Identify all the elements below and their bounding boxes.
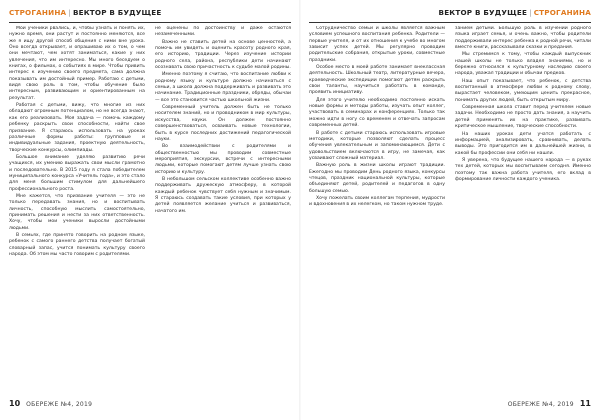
paragraph: В работе с детьми стараюсь использовать игровые методики, которые позволяют сделать процесс обучения увлекательным и запоминающимся. Дети с удовольствием включаются в игру, не замечая, как усваивают сложный материал. xyxy=(309,130,445,161)
paragraph: Я уверена, что будущее нашего народа — в руках тех детей, которых мы воспитываем сегодня. Именно поэтому так важна работа учителя, его вклад в формирование личности каждого ученика. xyxy=(455,157,591,182)
paragraph: занием детьми. Большую роль в изучении родного языка играет семья, и очень важно, чтобы родители поддерживали интерес ребенка к родной речи, читали вместе книги, рассказывали сказки и предания. xyxy=(455,26,591,51)
page-footer xyxy=(0,398,600,412)
paragraph: Важно не ставить детей на основе ценностей, а помочь им увидеть и оценить красоту родного края, его историю, традиции. Через изучение истории родного села, района, республики дети начинают осознавать свою причастность к судьбе малой родины. xyxy=(155,39,291,71)
left-page xyxy=(9,26,291,392)
paragraph: Большое внимание уделяю развитию речи учащихся, их умению выражать свои мысли грамотно и последовательно. В 2015 году я стала победителем муниципального конкурса «Учитель года», и это стало для меня большим стимулом для дальнейшего профессионального роста. xyxy=(9,154,145,192)
paragraph: Именно поэтому я считаю, что воспитание любви к родному языку и культуре должно начинаться с семьи, а школа должна поддерживать и развивать это начинание. Традиционные праздники, обряды, обычаи — все это становится частью школьной жизни. xyxy=(155,72,291,103)
paragraph: На наших уроках дети учатся работать с информацией, анализировать, сравнивать, делать выводы. Это пригодится им в дальнейшей жизни, в какой бы профессии они себя ни нашли. xyxy=(455,131,591,156)
page-fold xyxy=(299,0,301,420)
right-header xyxy=(439,8,591,17)
paragraph: Современный учитель должен быть не только носителем знаний, но и проводником в мир культуры, искусства, науки. Он должен постоянно совершенствоваться, осваивать новые технологии, быть в курсе последних достижений педагогической науки. xyxy=(155,105,291,142)
paragraph: В семьях, где принято говорить на родном языке, ребенок с самого раннего детства получает богатый словарный запас, учится понимать культуру своего народа. Об этом мы часто говорим с родителями. xyxy=(9,233,145,258)
paragraph: Особое место в моей работе занимает внеклассная деятельность. Школьный театр, литературные вечера, краеведческие экспедиции помогают детям раскрыть свои таланты, научиться работать в команде, проявить инициативу. xyxy=(309,65,445,96)
right-page xyxy=(309,26,591,392)
paragraph: Работая с детьми, вижу, что многие из них обладают огромным потенциалом, но не всегда знают, как его реализовать. Моя задача — помочь каждому ребенку раскрыть свои способности, найти свое призвание. Я стараюсь использовать на уроках различные формы работы: групповые и индивидуальные задания, проектную деятельность, творческие конкурсы, олимпиады. xyxy=(9,103,145,153)
paragraph: Для этого учителю необходимо постоянно искать новые формы и методы работы, изучать опыт коллег, участвовать в семинарах и конференциях. Только так можно идти в ногу со временем и отвечать запросам современных детей. xyxy=(309,97,445,129)
left-header-rule xyxy=(9,22,291,23)
paragraph: Мои ученики рвались, и, чтобы узнать и понять их, нужно время, они растут и постоянно меняются, все же я ищу другой способ общения с ними вне урока. Оно всегда открывает, и опрашиваю их о том, о чем они мечтают, чем хотят заниматься, какие у них увлечения, что им интересно. Мы много беседуем о книгах, о фильмах, о событиях в мире. Чтобы привить интерес к изучению своего предмета, сама должна показывать им достойный пример. Работаю с детьми, видя свою роль в том, чтобы обучение было интересным, развивающим и ориентированным на результат. xyxy=(9,26,145,101)
paragraph: Наш опыт показывает, что ребенок, с детства воспитанный в атмосфере любви к родному слову, вырастает человеком, умеющим ценить прекрасное, понимать других людей, быть открытым миру. xyxy=(455,78,591,103)
right-header-rule xyxy=(309,22,591,23)
page-header xyxy=(0,4,600,22)
paragraph: В небольшом сельском коллективе особенно важно поддерживать дружескую атмосферу, в которой каждый ребенок чувствует себя нужным и значимым. Я стараюсь создавать такие условия, при которых у детей появляется желание учиться и развиваться, начатого им. xyxy=(155,176,291,214)
left-section-title: ВЕКТОР В БУДУЩЕЕ xyxy=(72,8,162,17)
paragraph: не оценены по достоинству и даже остаются незамеченными. xyxy=(155,26,291,38)
right-header-separator: | xyxy=(529,8,532,17)
left-header-separator: | xyxy=(68,8,71,17)
left-header xyxy=(9,8,161,17)
right-page-number: 11 xyxy=(579,399,591,408)
right-page-column-2 xyxy=(455,26,591,392)
right-rubric: СТРОГАНИНА xyxy=(533,8,591,17)
left-magazine-issue: ОБЕРЕЖЕ №4, 2019 xyxy=(26,401,93,408)
left-footer xyxy=(9,399,92,408)
right-magazine-issue: ОБЕРЕЖЕ №4, 2019 xyxy=(507,401,574,408)
right-footer xyxy=(508,399,591,408)
paragraph: Современная школа ставит перед учителем новые задачи. Необходимо не просто дать знания, а научить детей применять их на практике, развивать критическое мышление, творческие способности. xyxy=(455,105,591,130)
right-page-column-1 xyxy=(309,26,445,392)
left-rubric: СТРОГАНИНА xyxy=(9,8,67,17)
paragraph: Сотрудничество семьи и школы является важным условием успешного воспитания ребенка. Родители — первые учителя, и от их отношения к учебе во многом зависит успех детей. Мы регулярно проводим родительские собрания, открытые уроки, совместные праздники. xyxy=(309,26,445,63)
left-page-column-2 xyxy=(155,26,291,392)
paragraph: Мне кажется, что призвание учителя — это не только передавать знания, но и воспитывать личность, способную мыслить самостоятельно, принимать решения и нести за них ответственность. Хочу, чтобы мои ученики выросли достойными людьми. xyxy=(9,193,145,231)
paragraph: Важную роль в жизни школы играют традиции. Ежегодно мы проводим День родного языка, конкурсы чтецов, праздник национальной культуры, которые объединяют детей, родителей и педагогов в одну большую семью. xyxy=(309,163,445,194)
paragraph: Во взаимодействии с родителями и общественностью мы проводим совместные мероприятия, экскурсии, встречи с интересными людьми, которые помогают детям лучше узнать свою историю и культуру. xyxy=(155,144,291,175)
right-section-title: ВЕКТОР В БУДУЩЕЕ xyxy=(438,8,528,17)
left-page-number: 10 xyxy=(9,399,21,408)
left-page-column-1 xyxy=(9,26,145,392)
paragraph: Мы стремимся к тому, чтобы каждый выпускник нашей школы не только владел знаниями, но и бережно относился к культурному наследию своего народа, уважал традиции и обычаи предков. xyxy=(455,52,591,77)
paragraph: Хочу пожелать своим коллегам терпения, мудрости и вдохновения в их нелегком, но таком нужном труде. xyxy=(309,195,445,208)
